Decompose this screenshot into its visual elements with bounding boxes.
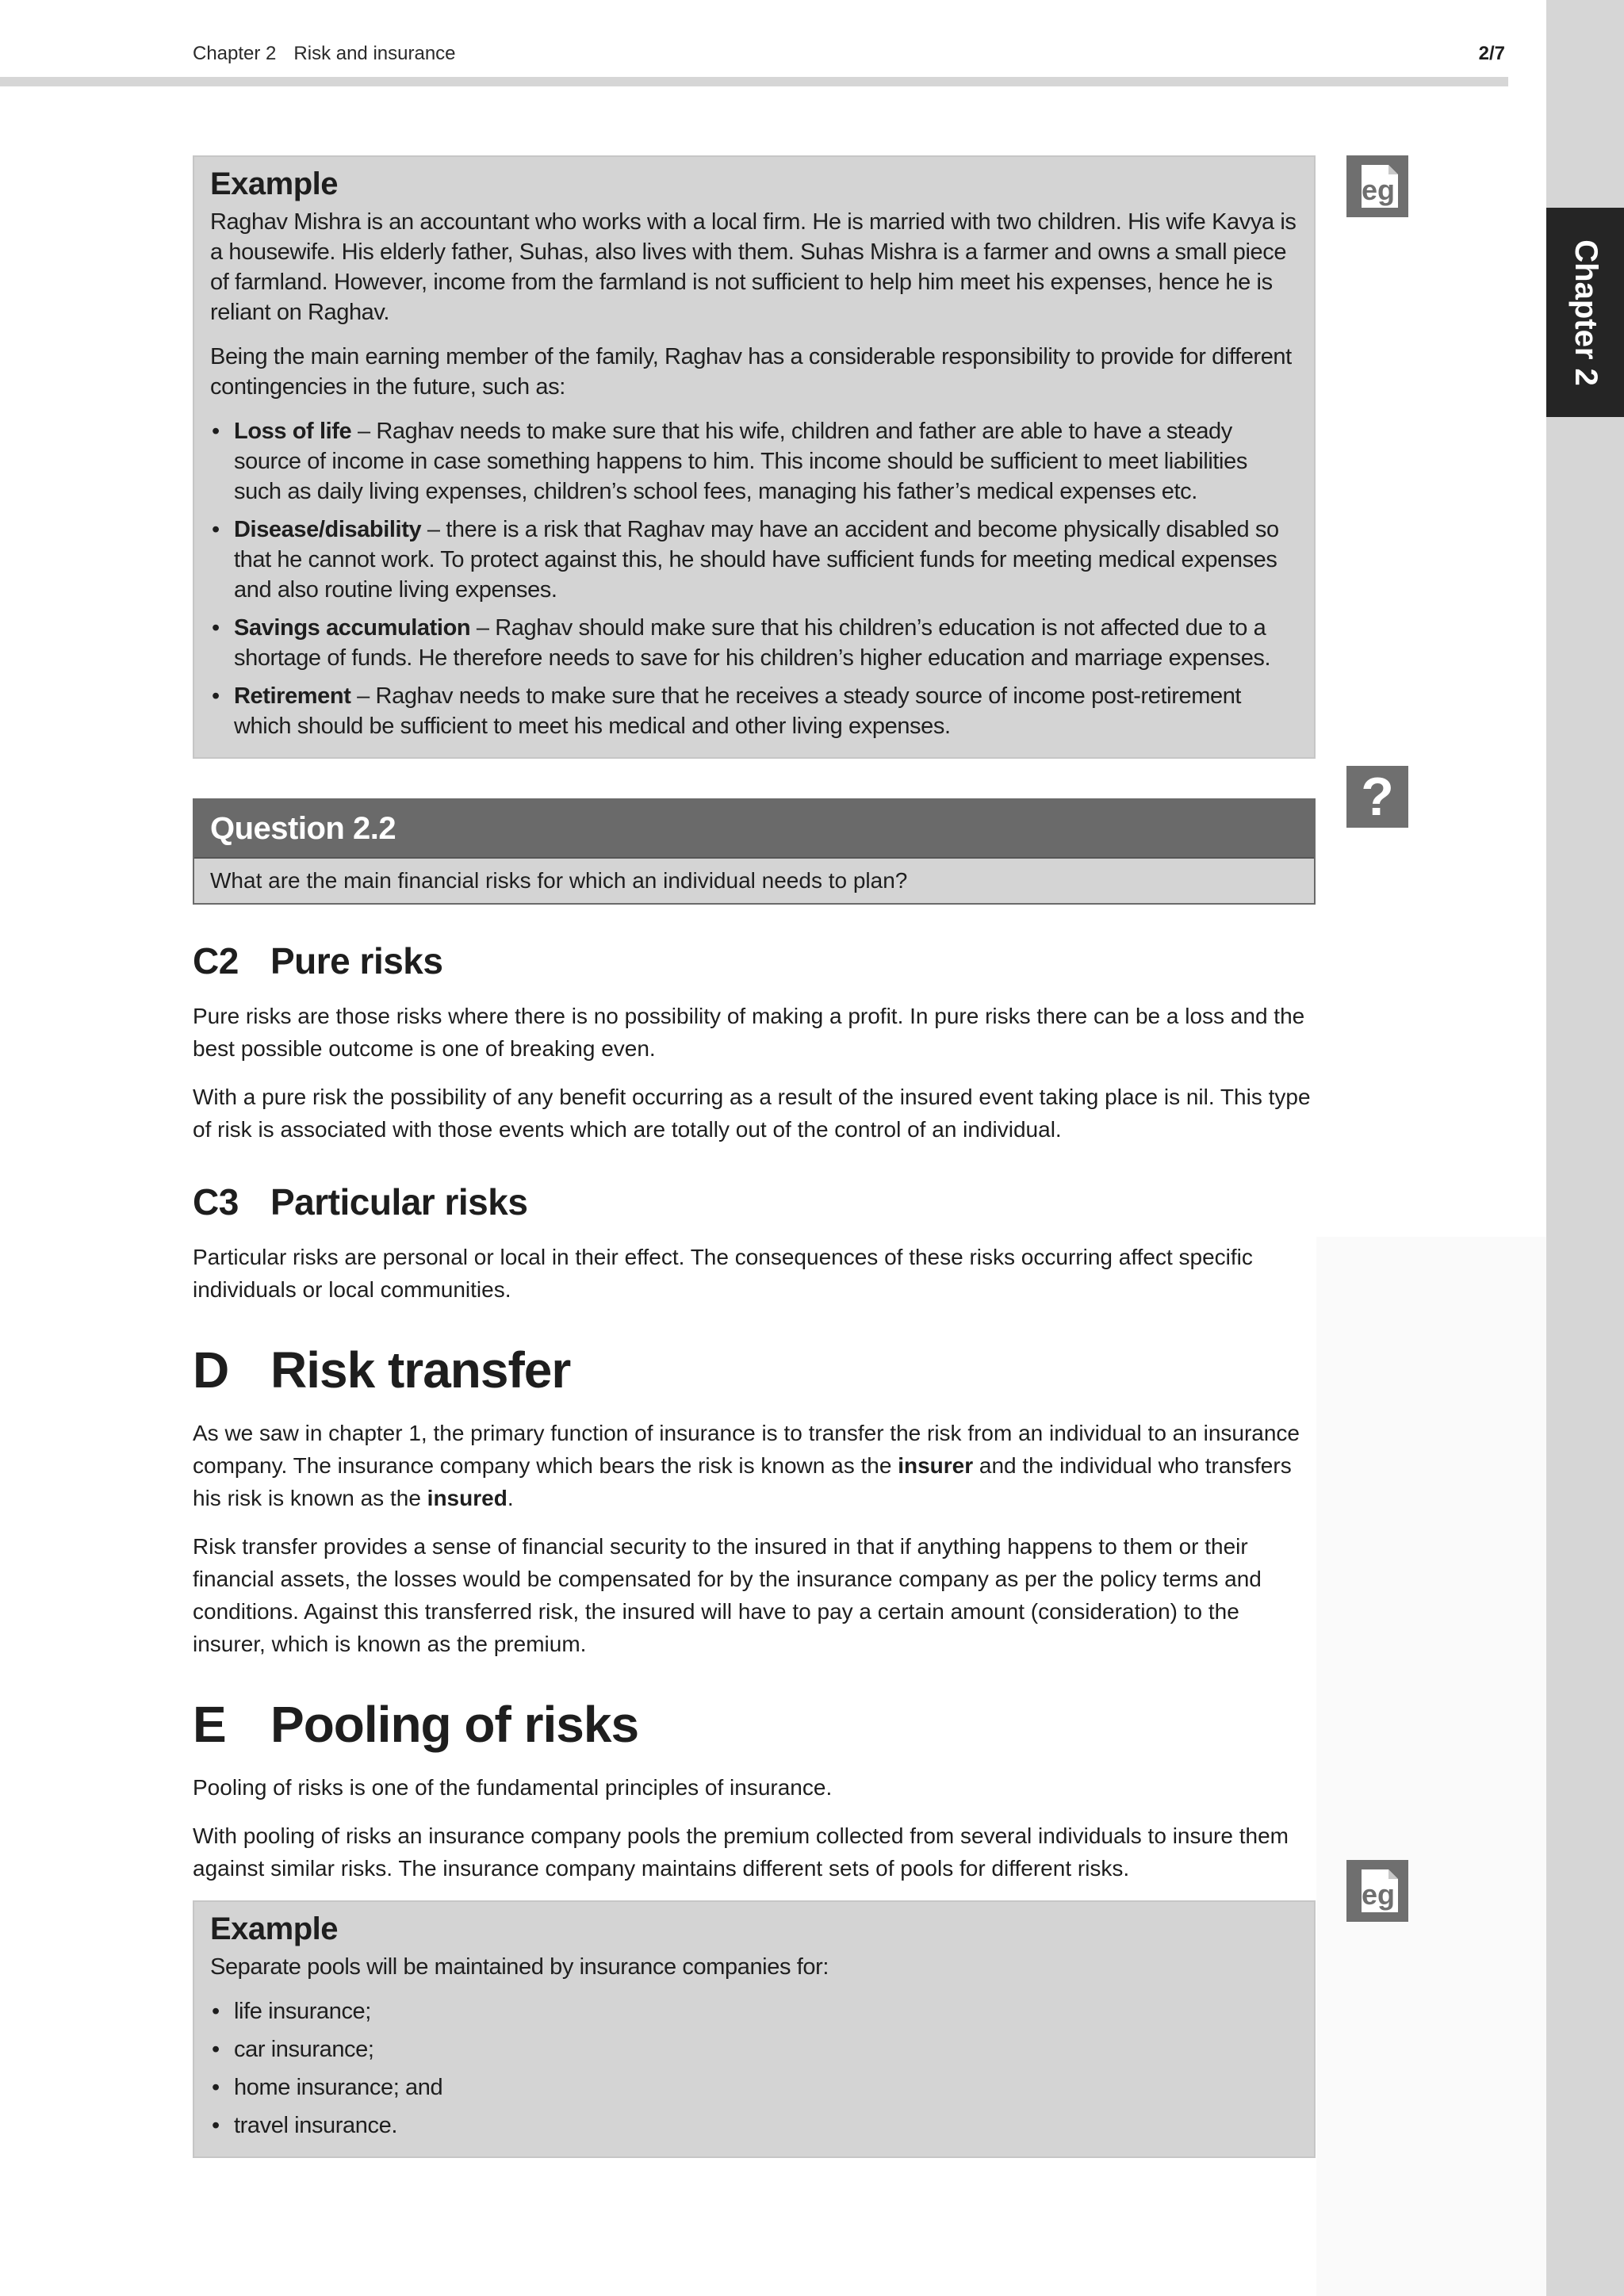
- list-item: • life insurance;: [210, 1996, 1298, 2026]
- eg-icon: [1346, 1860, 1408, 1922]
- example-title: Example: [210, 1911, 339, 1946]
- list-item: • car insurance;: [210, 2034, 1298, 2064]
- page-number: 2/7: [1478, 43, 1505, 64]
- header-topic: Risk and insurance: [293, 43, 456, 64]
- example-box: [193, 1900, 1316, 2158]
- body-paragraph: Particular risks are personal or local in their effect. The consequences of these risks occurring affect specific individuals or local communities.: [193, 1245, 1253, 1302]
- list-item: • Disease/disability – there is a risk that Raghav may have an accident and become physically disabled so that he cannot work. To protect against this, he should have sufficient funds for meeting medical expenses and also routine living expenses.: [210, 515, 1298, 605]
- example-box: [193, 155, 1316, 759]
- section-heading-c3: C3 Particular risks: [193, 1181, 528, 1223]
- running-header: [193, 43, 456, 65]
- header-chapter: Chapter 2: [193, 43, 277, 64]
- svg-text:eg: eg: [1361, 1878, 1396, 1911]
- body-paragraph: Pooling of risks is one of the fundamental principles of insurance.: [193, 1775, 833, 1800]
- body-paragraph: Risk transfer provides a sense of financial security to the insured in that if anything happens to them or their financial assets, the losses would be compensated for by the insurance company as per the policy terms and conditions. Against this transferred risk, the insured will have to pay a certain amount (consideration) to the insurer, which is known as the premium.: [193, 1534, 1262, 1656]
- eg-icon: [1346, 155, 1408, 217]
- margin-shade: [1316, 1237, 1546, 2296]
- contingency-list: [210, 416, 1298, 741]
- chapter-tab-label: Chapter 2: [1568, 239, 1603, 386]
- body-paragraph: With a pure risk the possibility of any benefit occurring as a result of the insured event taking place is nil. This type of risk is associated with those events which are totally out of the control of an individual.: [193, 1085, 1311, 1142]
- body-paragraph: Pure risks are those risks where there is no possibility of making a profit. In pure risks there can be a loss and the best possible outcome is one of breaking even.: [193, 1004, 1305, 1061]
- body-paragraph: As we saw in chapter 1, the primary function of insurance is to transfer the risk from an individual to an insurance company. The insurance company which bears the risk is known as the insurer and the individual who transfers his risk is known as the insured.: [193, 1421, 1300, 1510]
- question-mark-icon: ?: [1346, 766, 1408, 828]
- list-item: • Savings accumulation – Raghav should make sure that his children’s education is not affected due to a shortage of funds. He therefore needs to save for his children’s higher education and marriage expenses.: [210, 613, 1298, 673]
- question-title: Question 2.2: [194, 800, 1314, 857]
- section-heading-c2: C2 Pure risks: [193, 940, 443, 982]
- list-item: • home insurance; and: [210, 2072, 1298, 2103]
- list-item: • travel insurance.: [210, 2110, 1298, 2141]
- main-content: [193, 155, 1316, 2158]
- pool-list: [210, 1996, 1298, 2141]
- section-heading-d: D Risk transfer: [193, 1341, 571, 1399]
- section-heading-e: E Pooling of risks: [193, 1696, 639, 1753]
- example-title: Example: [210, 166, 339, 201]
- example-paragraph: Separate pools will be maintained by insurance companies for:: [210, 1954, 829, 1980]
- svg-text:eg: eg: [1361, 174, 1396, 206]
- question-text: What are the main financial risks for which an individual needs to plan?: [194, 857, 1314, 903]
- chapter-tab: [1546, 208, 1624, 417]
- list-item: • Loss of life – Raghav needs to make sure that his wife, children and father are able to have a steady source of income in case something happens to him. This income should be sufficient to meet liabilities such as daily living expenses, children’s school fees, managing his father’s medical expenses etc.: [210, 416, 1298, 507]
- list-item: • Retirement – Raghav needs to make sure that he receives a steady source of income post-retirement which should be sufficient to meet his medical and other living expenses.: [210, 681, 1298, 741]
- question-box: [193, 798, 1316, 905]
- example-paragraph: Being the main earning member of the family, Raghav has a considerable responsibility to provide for different contingencies in the future, such as:: [210, 344, 1292, 400]
- body-paragraph: With pooling of risks an insurance company pools the premium collected from several individuals to insure them against similar risks. The insurance company maintains different sets of pools for different risks.: [193, 1823, 1289, 1881]
- header-rule: [0, 77, 1508, 86]
- example-paragraph: Raghav Mishra is an accountant who works with a local firm. He is married with two children. His wife Kavya is a housewife. His elderly father, Suhas, also lives with them. Suhas Mishra is a farmer and owns a small piece of farmland. However, income from the farmland is not sufficient to help him meet his expenses, hence he is reliant on Raghav.: [210, 209, 1297, 325]
